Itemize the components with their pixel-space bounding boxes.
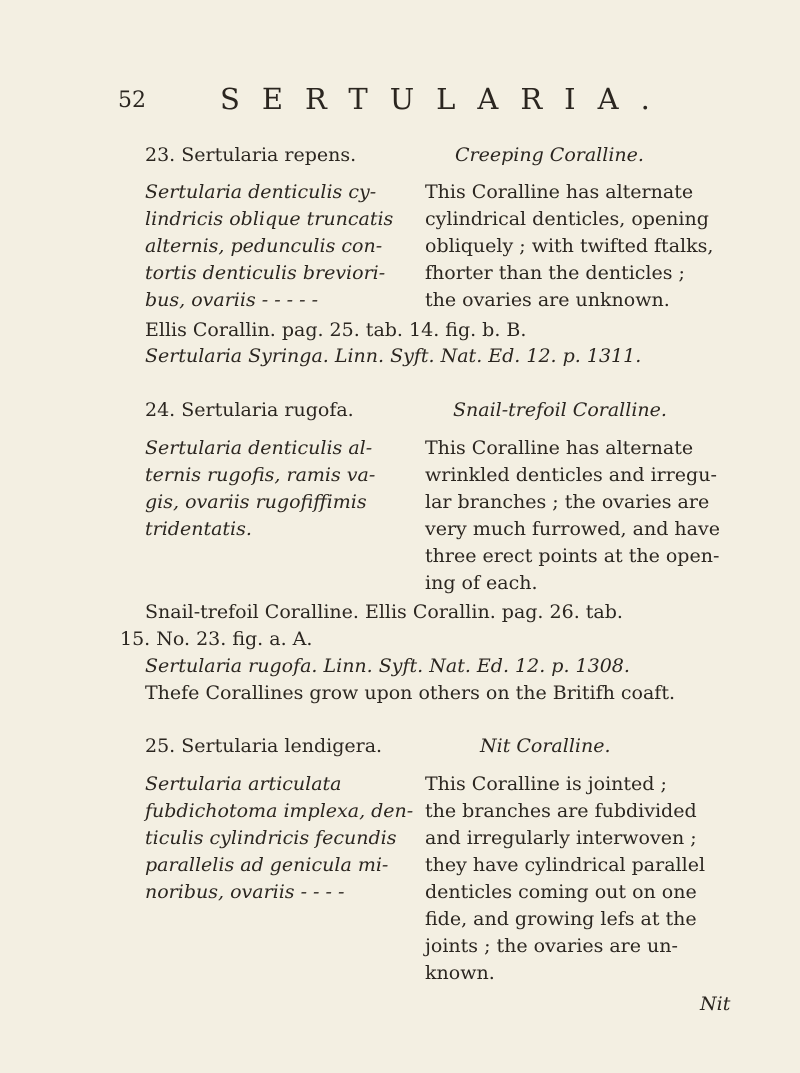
english-line: three erect points at the open- <box>425 545 720 567</box>
entry-24-heading: 24. Sertularia rugofa. <box>145 399 354 421</box>
entry-23-ref-ellis: Ellis Corallin. pag. 25. tab. 14. fig. b. B. <box>145 319 527 341</box>
entry-24-latin <box>145 436 395 544</box>
english-line: fide, and growing lefs at the <box>425 908 697 930</box>
english-line: This Coralline has alternate <box>425 437 694 459</box>
entry-24-common-name: Snail-trefoil Coralline. <box>453 399 667 421</box>
entry-24-english <box>425 436 735 598</box>
latin-line: ternis rugofis, ramis va- <box>145 464 376 486</box>
entry-24-ref-linn: Sertularia rugofa. Linn. Syft. Nat. Ed. 12. p. 1308. <box>145 655 630 677</box>
english-line: the branches are fubdivided <box>425 800 697 822</box>
english-line: wrinkled denticles and irregu- <box>425 464 717 486</box>
entry-24-ref-ellis: Snail-trefoil Coralline. Ellis Corallin. pag. 26. tab. <box>145 601 623 623</box>
english-line: joints ; the ovaries are un- <box>425 935 678 957</box>
english-line: ing of each. <box>425 572 538 594</box>
latin-line: alternis, pedunculis con- <box>145 235 383 257</box>
entry-25-heading: 25. Sertularia lendigera. <box>145 735 383 757</box>
latin-line: lindricis oblique truncatis <box>145 208 394 230</box>
page-number: 52 <box>118 88 146 113</box>
entry-23-common-name: Creeping Coralline. <box>455 144 644 166</box>
latin-line: tortis denticulis breviori- <box>145 262 386 284</box>
latin-line: Sertularia denticulis cy- <box>145 181 377 203</box>
latin-line: Sertularia denticulis al- <box>145 437 373 459</box>
entry-24-note: Thefe Corallines grow upon others on the Britifh coaft. <box>145 682 676 704</box>
latin-line: bus, ovariis - - - - - <box>145 289 319 311</box>
entry-23-latin <box>145 180 395 315</box>
entry-23-ref-linn: Sertularia Syringa. Linn. Syft. Nat. Ed. 12. p. 1311. <box>145 345 642 367</box>
latin-line: gis, ovariis rugofiffimis <box>145 491 367 513</box>
english-line: the ovaries are unknown. <box>425 289 670 311</box>
english-line: denticles coming out on one <box>425 881 697 903</box>
english-line: very much furrowed, and have <box>425 518 720 540</box>
latin-line: Sertularia articulata <box>145 773 342 795</box>
entry-23-heading: 23. Sertularia repens. <box>145 144 357 166</box>
latin-line: tridentatis. <box>145 518 252 540</box>
english-line: obliquely ; with twifted ftalks, <box>425 235 714 257</box>
entry-25-latin <box>145 772 414 907</box>
latin-line: parallelis ad genicula mi- <box>145 854 389 876</box>
english-line: This Coralline has alternate <box>425 181 694 203</box>
english-line: fhorter than the denticles ; <box>425 262 685 284</box>
entry-25-common-name: Nit Coralline. <box>480 735 611 757</box>
running-title: SERTULARIA. <box>220 82 672 116</box>
latin-line: ticulis cylindricis fecundis <box>145 827 397 849</box>
english-line: cylindrical denticles, opening <box>425 208 709 230</box>
entry-23-english <box>425 180 735 315</box>
entry-24-ref-cont: 15. No. 23. fig. a. A. <box>120 628 313 650</box>
english-line: and irregularly interwoven ; <box>425 827 697 849</box>
entry-25-english <box>425 772 735 988</box>
english-line: they have cylindrical parallel <box>425 854 706 876</box>
english-line: lar branches ; the ovaries are <box>425 491 710 513</box>
english-line: This Coralline is jointed ; <box>425 773 667 795</box>
catchword: Nit <box>700 993 731 1015</box>
english-line: known. <box>425 962 495 984</box>
latin-line: noribus, ovariis - - - - <box>145 881 345 903</box>
latin-line: fubdichotoma implexa, den- <box>145 800 414 822</box>
